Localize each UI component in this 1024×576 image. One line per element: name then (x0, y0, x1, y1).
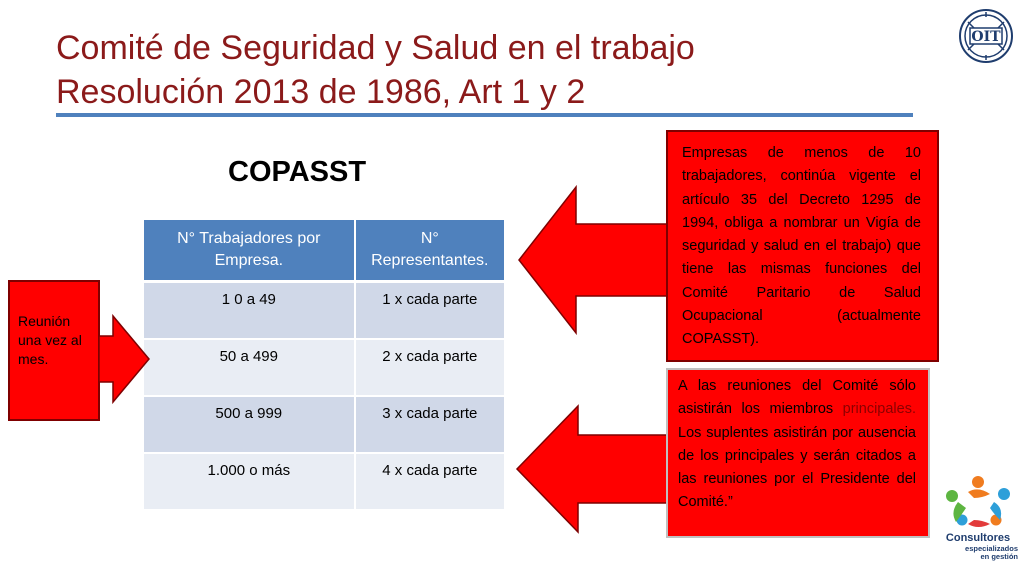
arrow-left-icon-bottom (516, 405, 669, 533)
logo-line-2-3 (938, 545, 1018, 561)
cell-representatives: 1 x cada parte (355, 282, 505, 340)
representatives-table (144, 220, 506, 511)
logo-line-2: especializados (965, 544, 1018, 553)
ilo-logo (956, 8, 1016, 64)
small-companies-text: Empresas de menos de 10 trabajadores, continúa vigente el artículo 35 del Decreto 1295 de 1994, obliga a nombrar un Vigía de seguridad y salud en el trabajo) que tiene las mismas funciones del Comité Paritario de Salud Ocupacional (actualmente COPASST). (682, 145, 921, 348)
table-row (144, 339, 505, 396)
cell-representatives: 4 x cada parte (355, 453, 505, 510)
title-underline (56, 113, 913, 117)
slide-title (56, 26, 695, 114)
cell-workers: 1.000 o más (144, 453, 355, 510)
attendance-text-part1: A las reuniones del Comité sólo asistirán los miembros (678, 378, 916, 418)
meeting-frequency-callout (8, 280, 100, 421)
consultores-logo (938, 474, 1018, 574)
small-companies-callout (666, 130, 939, 362)
attendance-text-part2: Los suplentes asistirán por ausencia de los principales y serán citados a las reuniones por el Presidente del Comité.” (678, 424, 916, 511)
ilo-logo-text: OIT (971, 29, 1001, 45)
header-representatives: N° Representantes. (355, 220, 505, 282)
meetings-attendance-callout (666, 368, 930, 538)
cell-representatives: 2 x cada parte (355, 339, 505, 396)
meeting-frequency-text: Reunión una vez al mes. (18, 313, 82, 367)
table-row (144, 396, 505, 453)
header-workers: N° Trabajadores por Empresa. (144, 220, 355, 282)
logo-line-3: en gestión (980, 552, 1018, 561)
attendance-highlight: principales. (842, 401, 916, 418)
cell-workers: 50 a 499 (144, 339, 355, 396)
people-circle-icon (938, 474, 1018, 532)
cell-workers: 1 0 a 49 (144, 282, 355, 340)
title-line-1: Comité de Seguridad y Salud en el trabajo (56, 29, 695, 67)
arrow-right-icon (99, 314, 151, 404)
title-line-2: Resolución 2013 de 1986, Art 1 y 2 (56, 73, 586, 111)
arrow-left-icon-top (518, 186, 670, 334)
cell-representatives: 3 x cada parte (355, 396, 505, 453)
table-row (144, 282, 505, 340)
subtitle: COPASST (228, 156, 367, 188)
table-row (144, 453, 505, 510)
logo-line-1: Consultores (945, 532, 1011, 544)
cell-workers: 500 a 999 (144, 396, 355, 453)
table-header-row (144, 220, 505, 282)
